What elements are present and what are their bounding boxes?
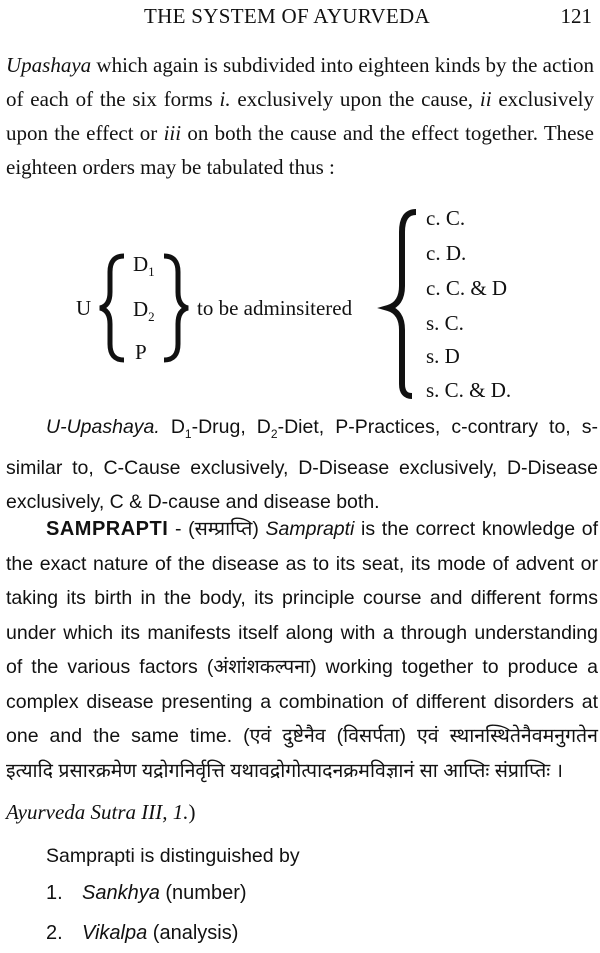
page-number: 121 <box>560 4 592 28</box>
roman-numeral-i: i. <box>219 87 231 111</box>
samprapti-term: Samprapti <box>265 518 355 540</box>
list-gloss: (analysis) <box>147 922 239 944</box>
diagram-option: s. C. <box>426 311 464 335</box>
left-small-brace <box>100 256 124 360</box>
legend-text: -Diet, P-Practices, c-contrary to, s- similar to, C-Cause exclusively, D-Disease exclusively, D-Disease exclusively, C & D-cause and disease both. <box>6 416 598 513</box>
reference-citation <box>6 800 196 825</box>
diagram-d1 <box>133 252 155 280</box>
list-term: Vikalpa <box>82 922 148 944</box>
d1-subscript: 1 <box>148 264 155 280</box>
diagram-option: c. D. <box>426 241 467 265</box>
list-number: 1. <box>46 882 63 904</box>
upashaya-paragraph <box>6 48 594 184</box>
list-term: Sankhya <box>82 882 160 904</box>
diagram-d2 <box>133 297 155 325</box>
paragraph-text: which again is subdivided into eighteen kinds by the action of each of the six forms <box>6 53 594 111</box>
diagram-option: c. C. <box>426 206 466 230</box>
list-item <box>46 922 238 945</box>
samprapti-text: is the correct knowledge of the exact nature of the disease as to its seat, its mode of advent or taking its birth in the body, its principle course and different forms under which its manifests itself along with a through understanding of the various factors <box>6 518 598 678</box>
large-brace <box>388 212 416 396</box>
diagram-option: s. C. & D. <box>426 378 512 402</box>
samprapti-text: working together to produce a complex disease presenting a combination of different disorders at one and the same time. <box>6 656 598 747</box>
legend-subscript: 1 <box>184 426 192 441</box>
d2-subscript: 2 <box>148 309 155 325</box>
diagram-option: s. D <box>426 344 460 368</box>
samprapti-paragraph <box>6 512 598 788</box>
upashaya-term: Upashaya <box>6 53 92 77</box>
running-title: THE SYSTEM OF AYURVEDA <box>144 4 430 28</box>
list-item <box>46 882 247 905</box>
sanskrit-quote: (एवं दुष्टेनैव (विसर्पता) एवं स्थानस्थितेनैवमनुगतेन इत्यादि प्रसारक्रमेण यद्रोगनिर्वृत्ति यथावद्रोगोत्पादनक्रमविज्ञानं सा आप्तिः संप्राप्तिः । <box>6 725 598 782</box>
legend-term: U-Upashaya. <box>46 416 160 438</box>
reference-source: Ayurveda Sutra III, 1. <box>6 800 189 824</box>
list-number: 2. <box>46 922 63 944</box>
reference-close: ) <box>188 800 196 824</box>
sanskrit-term: (सम्प्राप्ति) <box>188 518 259 540</box>
d2-letter: D <box>133 297 149 321</box>
diagram-root-u: U <box>76 296 92 320</box>
list-gloss: (number) <box>159 882 247 904</box>
sanskrit-factors: (अंशांशकल्पना) <box>206 656 317 678</box>
roman-numeral-ii: ii <box>479 87 492 111</box>
diagram-connector-text: to be adminsitered <box>197 296 353 320</box>
legend-text: -Drug, D <box>191 416 271 438</box>
diagram-option: c. C. & D <box>426 276 508 300</box>
legend-subscript: 2 <box>270 426 278 441</box>
list-intro: Samprapti is distinguished by <box>46 845 300 867</box>
diagram-p: P <box>135 340 147 364</box>
paragraph-text: on both the cause and the effect together. These eighteen orders may be tabulated thus : <box>6 121 594 179</box>
samprapti-dash: - <box>168 518 189 540</box>
right-small-brace <box>164 256 188 360</box>
paragraph-text: exclusively upon the effect or <box>6 87 595 145</box>
roman-numeral-iii: iii <box>163 121 182 145</box>
samprapti-heading: SAMPRAPTI <box>46 518 169 540</box>
diagram-legend <box>6 410 598 519</box>
page-header <box>0 2 600 30</box>
legend-text: D <box>159 416 185 438</box>
upashaya-bracket-diagram <box>0 200 600 410</box>
paragraph-text: exclusively upon the cause, <box>230 87 480 111</box>
d1-letter: D <box>133 252 149 276</box>
